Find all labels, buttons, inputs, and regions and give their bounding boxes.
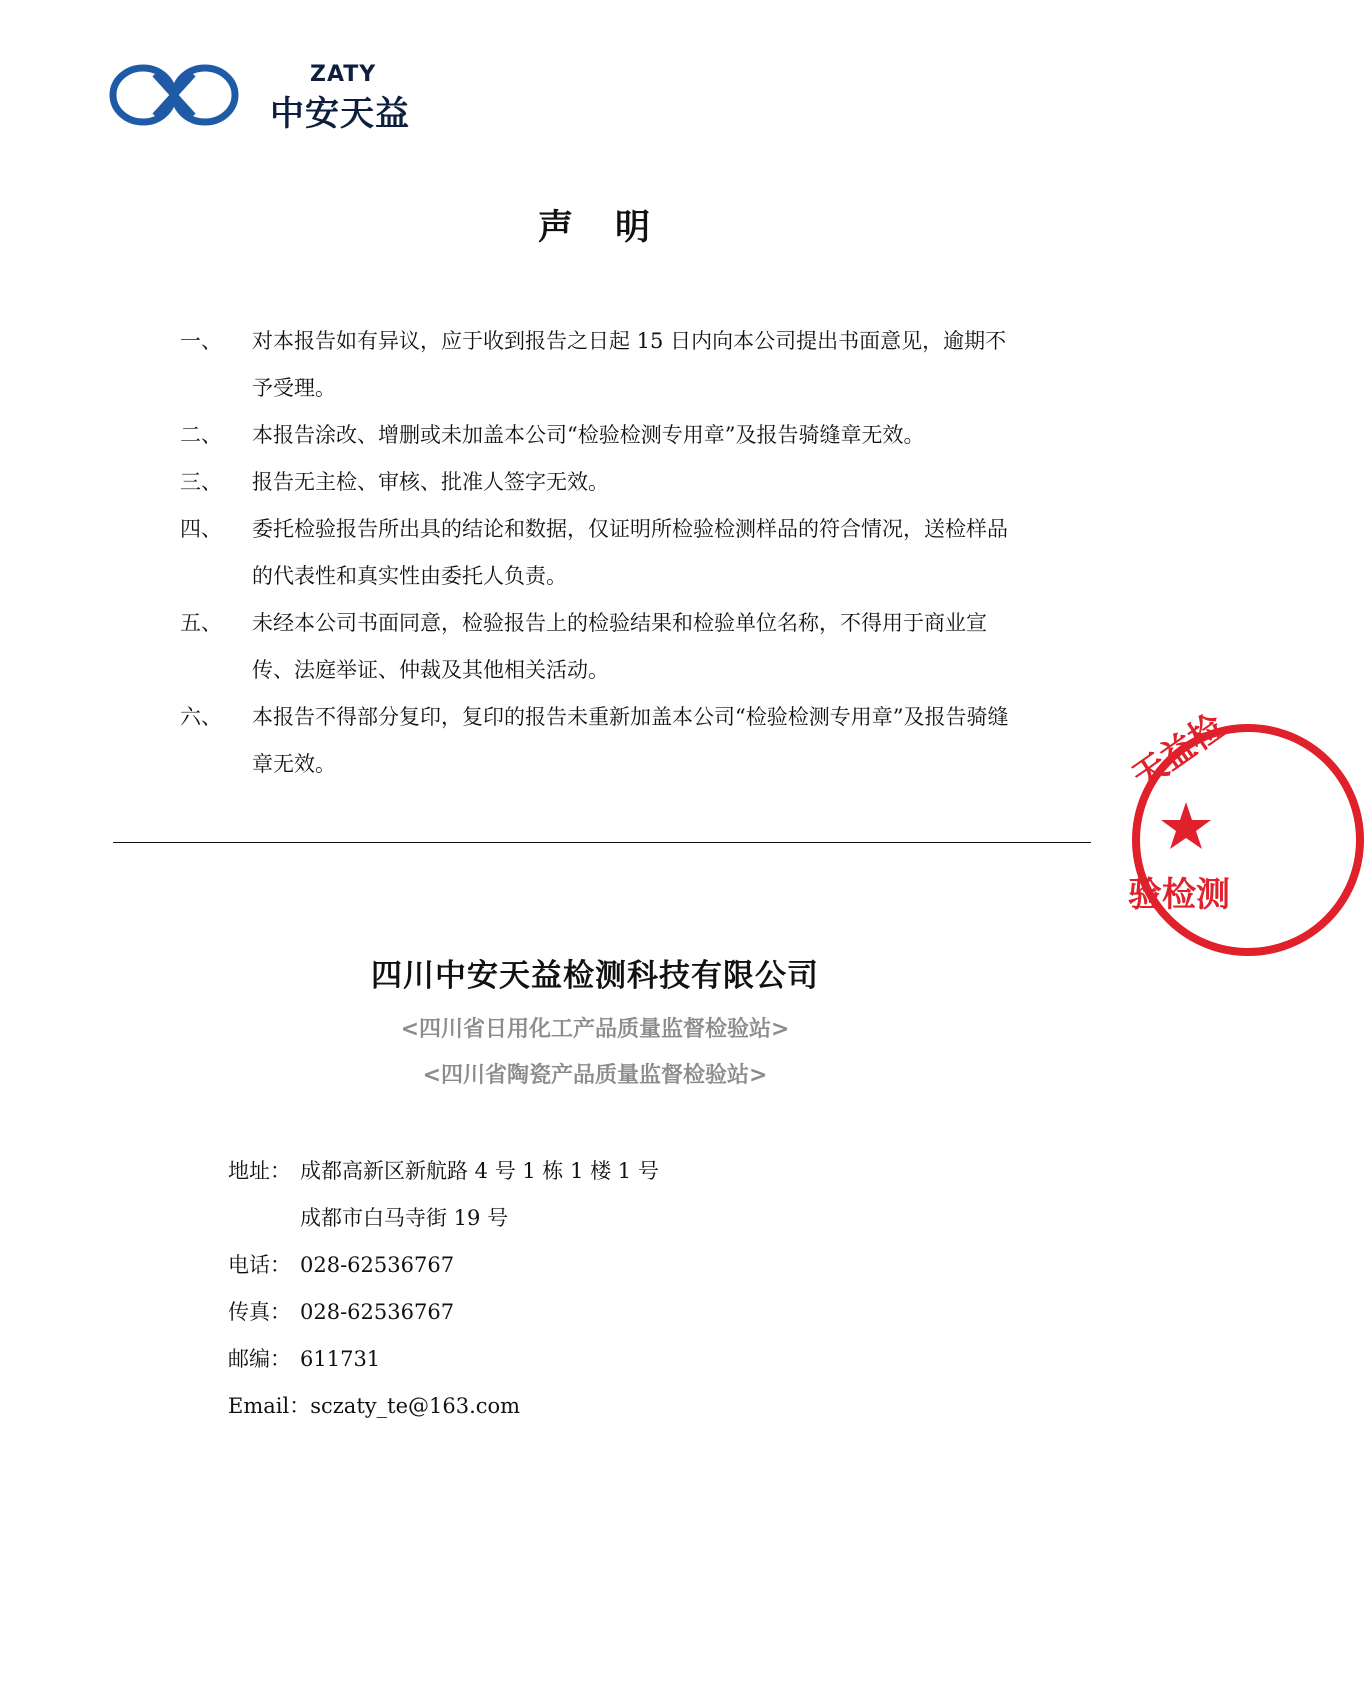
declaration-item — [180, 318, 1020, 412]
title-char-2: 明 — [615, 207, 653, 248]
address-row — [228, 1148, 659, 1195]
fax-label: 传真： — [228, 1300, 291, 1324]
address-row-2 — [228, 1195, 659, 1242]
item-number: 一、 — [180, 329, 222, 353]
declaration-item — [180, 600, 1020, 694]
station-name-1: <四川省日用化工产品质量监督检验站> — [400, 1017, 790, 1042]
station-name-2: <四川省陶瓷产品质量监督检验站> — [422, 1063, 768, 1088]
title-char-1: 声 — [537, 207, 575, 248]
item-text: 委托检验报告所出具的结论和数据，仅证明所检验检测样品的符合情况，送检样品的代表性和真实性由委托人负责。 — [252, 517, 1008, 588]
declaration-item — [180, 459, 1020, 506]
postcode-value: 611731 — [300, 1347, 381, 1371]
phone-row — [228, 1242, 659, 1289]
phone-label: 电话： — [228, 1253, 291, 1277]
svg-text:天益检: 天益检 — [1125, 706, 1232, 798]
svg-text:验检测: 验检测 — [1128, 875, 1230, 915]
declaration-item — [180, 506, 1020, 600]
postcode-label: 邮编： — [228, 1347, 291, 1371]
item-text: 本报告涂改、增删或未加盖本公司“检验检测专用章”及报告骑缝章无效。 — [252, 423, 925, 447]
item-number: 二、 — [180, 423, 222, 447]
logo-english: ZATY — [310, 62, 377, 87]
contact-info — [228, 1148, 659, 1430]
fax-row — [228, 1289, 659, 1336]
address-line-1: 成都高新区新航路 4 号 1 栋 1 楼 1 号 — [300, 1159, 659, 1183]
phone-value: 028-62536767 — [300, 1253, 455, 1277]
item-text: 报告无主检、审核、批准人签字无效。 — [252, 470, 609, 494]
item-text: 未经本公司书面同意，检验报告上的检验结果和检验单位名称，不得用于商业宣传、法庭举证、仲裁及其他相关活动。 — [252, 611, 987, 682]
item-number: 六、 — [180, 705, 222, 729]
item-text: 对本报告如有异议，应于收到报告之日起 15 日内向本公司提出书面意见，逾期不予受理。 — [252, 329, 1007, 400]
email-value: sczaty_te@163.com — [310, 1394, 521, 1418]
company-logo — [105, 60, 425, 134]
item-number: 五、 — [180, 611, 222, 635]
seal-stamp-icon — [1125, 706, 1368, 960]
email-row — [228, 1383, 659, 1430]
item-number: 四、 — [180, 517, 222, 541]
declaration-list — [180, 318, 1020, 788]
email-label: Email： — [228, 1394, 311, 1418]
divider-line — [113, 842, 1091, 843]
postcode-row — [228, 1336, 659, 1383]
address-label: 地址： — [228, 1159, 291, 1183]
item-number: 三、 — [180, 470, 222, 494]
declaration-item — [180, 694, 1020, 788]
fax-value: 028-62536767 — [300, 1300, 455, 1324]
company-name: 四川中安天益检测科技有限公司 — [371, 958, 819, 994]
address-line-2: 成都市白马寺街 19 号 — [300, 1206, 509, 1230]
partial-seal-stamp — [1125, 706, 1232, 960]
item-text: 本报告不得部分复印，复印的报告未重新加盖本公司“检验检测专用章”及报告骑缝章无效。 — [252, 705, 1009, 776]
interlocked-rings-icon — [105, 60, 245, 130]
logo-chinese: 中安天益 — [270, 94, 410, 134]
page-title — [0, 200, 1190, 250]
declaration-item — [180, 412, 1020, 459]
